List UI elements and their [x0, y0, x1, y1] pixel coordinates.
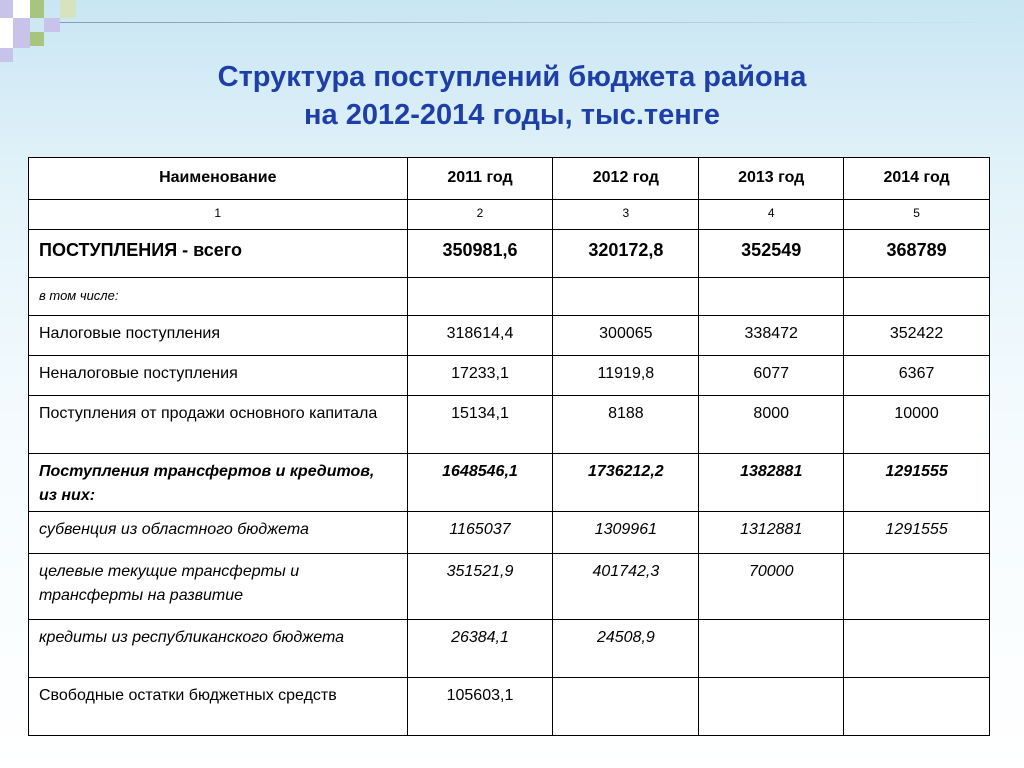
- cell-2014: [844, 620, 990, 678]
- cell-2012: 300065: [553, 316, 699, 356]
- cell-2012: 11919,8: [553, 356, 699, 396]
- cell-2014: [844, 278, 990, 316]
- table-row-nontax: [29, 356, 990, 396]
- index-cell: 5: [844, 200, 990, 230]
- cell-2011: [407, 278, 553, 316]
- cell-2013: [699, 678, 844, 736]
- row-name: Поступления от продажи основного капитала: [29, 396, 408, 454]
- cell-2013: 70000: [699, 554, 844, 620]
- cell-2014: 6367: [844, 356, 990, 396]
- header-2012: 2012 год: [553, 158, 699, 200]
- cell-2013: 338472: [699, 316, 844, 356]
- row-name: кредиты из республиканского бюджета: [29, 620, 408, 678]
- table-row-transfers: [29, 454, 990, 512]
- cell-2011: 1165037: [407, 512, 553, 554]
- table-row-free-balances: [29, 678, 990, 736]
- index-cell: 1: [29, 200, 408, 230]
- cell-2012: 320172,8: [553, 230, 699, 278]
- budget-table: [28, 157, 990, 736]
- index-cell: 2: [407, 200, 553, 230]
- cell-2013: 1312881: [699, 512, 844, 554]
- row-name: Неналоговые поступления: [29, 356, 408, 396]
- cell-2011: 318614,4: [407, 316, 553, 356]
- index-row: [29, 200, 990, 230]
- cell-2012: 1736212,2: [553, 454, 699, 512]
- cell-2013: [699, 620, 844, 678]
- table-row-target-transfers: [29, 554, 990, 620]
- table-row-capital: [29, 396, 990, 454]
- cell-2014: [844, 554, 990, 620]
- cell-2011: 350981,6: [407, 230, 553, 278]
- index-cell: 4: [699, 200, 844, 230]
- header-name: Наименование: [29, 158, 408, 200]
- table-row-including: [29, 278, 990, 316]
- cell-2011: 105603,1: [407, 678, 553, 736]
- header-2011: 2011 год: [407, 158, 553, 200]
- cell-2013: 8000: [699, 396, 844, 454]
- cell-2011: 1648546,1: [407, 454, 553, 512]
- cell-2014: 1291555: [844, 512, 990, 554]
- row-name: Поступления трансфертов и кредитов, из них:: [29, 454, 408, 512]
- row-name: субвенция из областного бюджета: [29, 512, 408, 554]
- row-name: ПОСТУПЛЕНИЯ - всего: [29, 230, 408, 278]
- cell-2013: [699, 278, 844, 316]
- cell-2011: 26384,1: [407, 620, 553, 678]
- header-row: [29, 158, 990, 200]
- cell-2012: 1309961: [553, 512, 699, 554]
- row-name: Свободные остатки бюджетных средств: [29, 678, 408, 736]
- header-2013: 2013 год: [699, 158, 844, 200]
- index-cell: 3: [553, 200, 699, 230]
- cell-2014: 368789: [844, 230, 990, 278]
- cell-2014: 352422: [844, 316, 990, 356]
- title-line-1: Структура поступлений бюджета района: [217, 61, 807, 93]
- cell-2012: [553, 278, 699, 316]
- cell-2013: 352549: [699, 230, 844, 278]
- cell-2014: 10000: [844, 396, 990, 454]
- cell-2014: 1291555: [844, 454, 990, 512]
- cell-2012: 24508,9: [553, 620, 699, 678]
- table-row-tax: [29, 316, 990, 356]
- cell-2012: [553, 678, 699, 736]
- top-divider-line: [60, 22, 1024, 23]
- cell-2014: [844, 678, 990, 736]
- row-name: Налоговые поступления: [29, 316, 408, 356]
- title-line-2: на 2012-2014 годы, тыс.тенге: [304, 99, 720, 131]
- table-row-subvention: [29, 512, 990, 554]
- cell-2012: 8188: [553, 396, 699, 454]
- table-row-credits: [29, 620, 990, 678]
- cell-2012: 401742,3: [553, 554, 699, 620]
- cell-2011: 15134,1: [407, 396, 553, 454]
- row-name: целевые текущие трансферты и трансферты на развитие: [29, 554, 408, 620]
- cell-2011: 17233,1: [407, 356, 553, 396]
- cell-2013: 1382881: [699, 454, 844, 512]
- cell-2013: 6077: [699, 356, 844, 396]
- table-row-total: [29, 230, 990, 278]
- header-2014: 2014 год: [844, 158, 990, 200]
- cell-2011: 351521,9: [407, 554, 553, 620]
- slide-title: [0, 58, 1024, 134]
- row-name: в том числе:: [29, 278, 408, 316]
